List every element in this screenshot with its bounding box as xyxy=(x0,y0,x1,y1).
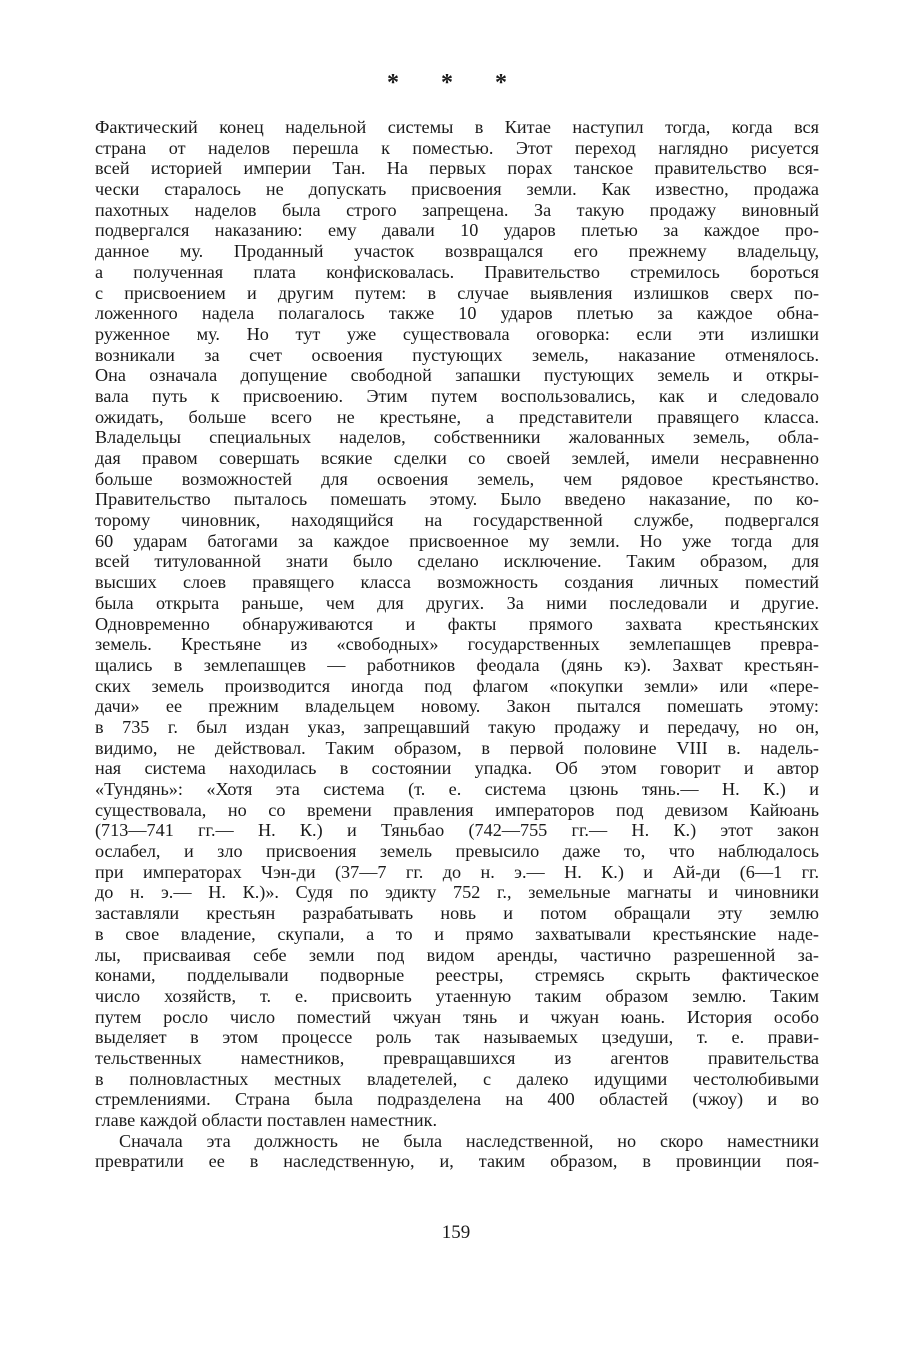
text-line: лы, присваивая себе земли под видом аренды, частично разрешенной за- xyxy=(95,944,819,965)
text-line: ских земель производится иногда под флагом «покупки земли» или «пере- xyxy=(95,675,819,696)
text-line: заставляли крестьян разрабатывать новь и потом обращали эту землю xyxy=(95,903,819,924)
text-line: страна от наделов перешла к поместью. Этот переход наглядно рисуется xyxy=(95,137,819,158)
text-line: подвергался наказанию: ему давали 10 ударов плетью за каждое про- xyxy=(95,220,819,241)
text-line: дая правом совершать всякие сделки со своей землей, имели несравненно xyxy=(95,448,819,468)
text-line: 60 ударам батогами за каждое присвоенное му земли. Но уже тогда для xyxy=(95,530,819,551)
text-line: была открыта раньше, чем для других. За ними последовали и другие. xyxy=(95,592,819,613)
text-line: Фактический конец надельной системы в Китае наступил тогда, когда вся xyxy=(95,117,819,137)
text-line: в 735 г. был издан указ, запрещавший такую продажу и передачу, но он, xyxy=(95,716,819,737)
text-line: руженное му. Но тут уже существовала оговорка: если эти излишки xyxy=(95,323,819,344)
page-number: 159 xyxy=(441,1222,471,1243)
text-line: ослабел, и зло присвоения земель превысило даже то, что наблюдалось xyxy=(95,841,819,862)
body-text xyxy=(95,117,819,1172)
text-line: число хозяйств, т. е. присвоить утаенную таким образом землю. Таким xyxy=(95,985,819,1006)
text-line: данное му. Проданный участок возвращался его прежнему владельцу, xyxy=(95,241,819,262)
text-line: всей титулованной знати было сделано исключение. Таким образом, для xyxy=(95,551,819,572)
text-line: Владельцы специальных наделов, собственники жалованных земель, обла- xyxy=(95,427,819,448)
text-line: ложенного надела полагалось также 10 ударов плетью за каждое обна- xyxy=(95,303,819,324)
paragraph-2 xyxy=(95,1131,819,1172)
text-line: высших слоев правящего класса возможность создания личных поместий xyxy=(95,572,819,593)
text-line: в полновластных местных владетелей, с далеко идущими честолюбивыми xyxy=(95,1068,819,1089)
text-line: Она означала допущение свободной запашки пустующих земель и откры- xyxy=(95,365,819,386)
text-line: а полученная плата конфисковалась. Правительство стремилось бороться xyxy=(95,261,819,282)
text-line: щались в землепашцев — работников феодала (дянь кэ). Захват крестьян- xyxy=(95,654,819,675)
text-line: торому чиновник, находящийся на государственной службе, подвергался xyxy=(95,510,819,531)
text-line: «Тундянь»: «Хотя эта система (т. е. система цзюнь тянь.— Н. К.) и xyxy=(95,779,819,799)
text-line: дачи» ее прежним владельцем новому. Закон пытался помешать этому: xyxy=(95,696,819,717)
text-line: конами, подделывали подворные реестры, стремясь скрыть фактическое xyxy=(95,965,819,986)
text-line: до н. э.— Н. К.)». Судя по эдикту 752 г., земельные магнаты и чиновники xyxy=(95,882,819,903)
text-line: ожидать, больше всего не крестьяне, а представители правящего класса. xyxy=(95,406,819,427)
section-separator: * * * xyxy=(387,70,525,96)
text-line: существовала, но со времени правления императоров под девизом Кайюань xyxy=(95,799,819,820)
text-line: земель. Крестьяне из «свободных» государственных землепашцев превра- xyxy=(95,634,819,655)
text-line: главе каждой области поставлен наместник. xyxy=(95,1110,438,1130)
text-line: превратили ее в наследственную, и, таким образом, в провинции поя- xyxy=(95,1151,819,1172)
text-line: видимо, не действовал. Таким образом, в первой половине VIII в. надель- xyxy=(95,737,819,758)
text-line: ная система находилась в состоянии упадка. Об этом говорит и автор xyxy=(95,758,819,779)
text-line: (713—741 гг.— Н. К.) и Тяньбао (742—755 гг.— Н. К.) этот закон xyxy=(95,820,819,841)
text-line: Правительство пыталось помешать этому. Было введено наказание, по ко- xyxy=(95,489,819,510)
text-line: Сначала эта должность не была наследственной, но скоро наместники xyxy=(119,1130,819,1151)
text-line: Одновременно обнаруживаются и факты прямого захвата крестьянских xyxy=(95,613,819,634)
text-line: стремлениями. Страна была подразделена на 400 областей (чжоу) и во xyxy=(95,1089,819,1110)
text-line: выделяет в этом процессе роль так называемых цзедуши, т. е. прави- xyxy=(95,1027,819,1048)
text-line: чески старалось не допускать присвоения земли. Как известно, продажа xyxy=(95,179,819,200)
text-line: путем росло число поместий чжуан тянь и чжуан юань. История особо xyxy=(95,1006,819,1027)
text-line: больше возможностей для освоения земель, чем рядовое крестьянство. xyxy=(95,468,819,489)
text-line: в свое владение, скупали, а то и прямо захватывали крестьянские наде- xyxy=(95,923,819,944)
text-line: вала путь к присвоению. Этим путем воспользовались, как и следовало xyxy=(95,385,819,406)
text-line: при императорах Чэн-ди (37—7 гг. до н. э.— Н. К.) и Ай-ди (6—1 гг. xyxy=(95,861,819,882)
text-line: с присвоением и другим путем: в случае выявления излишков сверх по- xyxy=(95,282,819,303)
text-line: пахотных наделов была строго запрещена. За такую продажу виновный xyxy=(95,199,819,220)
text-line: всей историей империи Тан. На первых порах танское правительство вся- xyxy=(95,158,819,179)
paragraph-1 xyxy=(95,117,819,1131)
text-line: тельственных наместников, превращавшихся из агентов правительства xyxy=(95,1047,819,1068)
text-line: возникали за счет освоения пустующих земель, наказание отменялось. xyxy=(95,344,819,365)
